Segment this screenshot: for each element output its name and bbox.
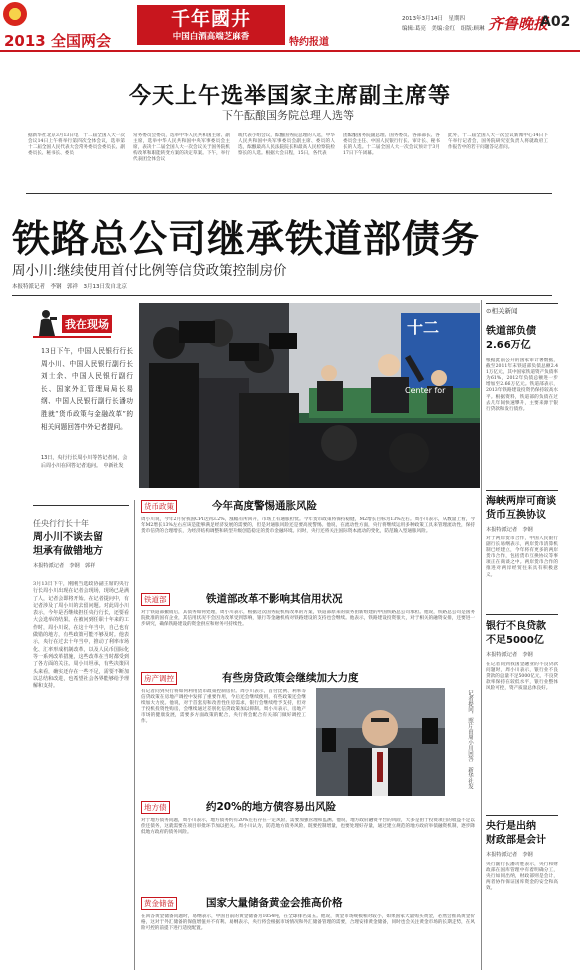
left-title-line1: 周小川不谈去留	[33, 532, 103, 543]
sidebar2-title-line1: 海峡两岸可商谈	[486, 496, 556, 507]
sidebar1-text: 根据此前公开的国家审计署数据，截至2011年末铁道部负债总额2.41万亿元，其中国家铁道资产负债率为61%，2012年负债总额进一步增加至2.66万亿元。铁道部表示，2013年铁路建设投资仍保持较高水平。根据资料，铁道部的负债在过去几年间快速攀升，主要来源于银行贷款和发行债券。	[486, 358, 558, 412]
story1-subheadline: 下午酝酿国务院总理人选等	[222, 109, 354, 122]
section-tag: 铁道部	[141, 593, 170, 606]
sidebar1-title-line2: 2.66万亿	[486, 340, 531, 351]
section-tag: 黄金储备	[141, 897, 177, 910]
photo-caption: 13日，央行行长周小川等答记者问，会后周小川在回答记者追问。 中新社发	[41, 455, 128, 469]
sidebar2-title-line2: 货币互换协议	[486, 510, 546, 521]
section-title: 铁道部改革不影响其信用状况	[206, 593, 343, 605]
section-text: 有记者问到央行将如何利用货币政策控制房价。周小川表示，首付比例、利率等信贷政策在房地产调控中发挥了重要作用，今后还会继续使用，有些政策还会继续加大力度。他说，对于首套房和改善性住房需求，银行会继续给予支持，但对于投机投资性购房，会继续通过差别化信贷政策加以抑制。周小川表示，房地产市场的健康发展，需要多方面政策的配合，央行将会配合有关部门做好调控工作。	[141, 689, 306, 725]
divider	[12, 295, 552, 296]
column-divider	[134, 500, 135, 970]
section-title: 国家大量储备黄金会推高价格	[206, 897, 343, 909]
page-number: A02	[540, 14, 571, 30]
divider	[486, 490, 558, 491]
dateline: 2013年3月14日 星期四	[402, 16, 465, 22]
section-text: 对于铁道部撤销后，其债务如何处理，周小川表示，根据这次国务院机构改革的方案，铁道部原来的债务由新组建的中国铁路总公司承担。他说，铁路总公司是国务院批准的国有企业，其信用状况不会因为改革受到影响，银行等金融机构对铁路建设的支持也会继续。他表示，铁路建设投资很大，对于相关的融资安排，还要进一步研究，确保铁路建设的资金供应和财务可持续性。	[141, 610, 475, 628]
story2-lead: 13日下午，中国人民银行行长周小川、中国人民银行副行长刘士余、中国人民银行副行长、国家外汇管理局局长易纲、中国人民银行副行长潘功胜就“货币政策与金融改革”的相关问题回答中外记者提问。	[41, 347, 133, 431]
sidebar4-title-line2: 财政部是会计	[486, 835, 546, 846]
left-banner: 任央行行长十年	[33, 519, 89, 528]
sidebar4-title-line1: 央行是出纳	[486, 821, 536, 832]
section-tag: 地方债	[141, 801, 170, 814]
section-tag: 货币政策	[141, 500, 177, 513]
section-text: 在回答黄金储备问题时，易纲表示，中国目前的黄金储备为1054吨，在全球排名第五。他说，黄金市场规模相对较小，如果国家大量购买黄金，必然会推高黄金价格，这对于外汇储备的保值增值并不有利。易纲表示，央行将会根据市场情况和外汇储备管理的需要，合理安排黄金储备，同时也会关注黄金市场的长期走势，在风险可控的前提下进行适度配置。	[141, 914, 475, 932]
divider	[33, 505, 129, 506]
divider	[486, 815, 558, 816]
sidebar3-title-line2: 不足5000亿	[486, 635, 544, 646]
story1-col1: 据新华社北京3月13日电 十二届全国人大一次会议14日上午将举行第四次全体会议，选举第十二届全国人民代表大会常务委员会委员长、副委员长、秘书长、委员	[28, 133, 125, 157]
story2-subheadline: 周小川:继续使用首付比例等信贷政策控制房价	[12, 263, 287, 279]
special-report-label: 特约报道	[289, 37, 329, 48]
story1-col4: 团酝酿国务院副总理、国务委员、各部部长、各委员会主任、中国人民银行行长、审计长、秘书长的人选。十二届全国人大一次会议预计于3月17日下午闭幕。	[343, 133, 440, 157]
section-title: 约20%的地方债容易出风险	[206, 801, 337, 813]
related-news-label: ⊙相关新闻	[486, 307, 518, 315]
story1-col2: 常务委员会委员，选举中华人民共和国主席、副主席，选举中华人民共和国中央军事委员会主席，表决十二届全国人大一次会议关于国务院机构改革和职能转变方案的决定草案。下午，举行代表团全体会议	[133, 133, 230, 163]
editors-line: 编辑:葛亮 美编:金红 组版:顾琳	[402, 26, 485, 32]
story2-byline: 本报特派记者 李钢 郭祥 3月13日发自北京	[12, 284, 127, 290]
left-byline: 本报特派记者 李钢 郭祥	[33, 563, 96, 569]
sidebar4-text: 央行副行长潘功胜表示，央行和财政部在国库管理中有着明确分工，央行如同出纳，财政部则是会计，两者协作保证国库资金的安全和高效。	[486, 862, 558, 892]
section-tag: 房产调控	[141, 672, 177, 685]
sidebar3-text: 在记者问到我国金融业的不良贷款问题时，周小川表示，银行业不良贷款的总量不足5000亿元，不良贷款率保持在较低水平，银行业整体风险可控，资产质量总体良好。	[486, 662, 558, 692]
section-title: 有些房贷政策会继续加大力度	[222, 672, 359, 684]
photo-banner-text: 十二	[407, 318, 440, 337]
section-text: 对于地方债务问题，周小川表示，地方债务约有20%左右存在一定风险，需要加强管理和监测。他说，地方政府融资平台的风险，大多是由于投资项目的收益不足以偿还债务，这就需要在项目审批环节加以把关。周小川认为，防范地方债务风险，既要控制增量，也要处理好存量，通过建立规范的地方政府举债融资机制，逐步降低地方政府的债务风险。	[141, 818, 475, 836]
section-text: 周小川说，今年2月份我国CPI达到3.2%，涨幅有所回升，市场上有通胀担忧。今年货币政策将保持稳健，M2增长目标为13%左右。周小川表示，从数量上看，今年M2增长13%左右应该是能够满足经济发展的需要的，但是对通胀风险还是要高度警惕。他说，在流动性方面，央行将继续运用多种政策工具来管理流动性，保持货币信贷的合理增长，为经济结构调整和转型升级创造稳定的货币金融环境。同时，央行还将关注国际资本流动的变化，防范输入型通胀风险。	[141, 517, 475, 535]
story2-headline: 铁路总公司继承铁道部债务	[12, 217, 481, 261]
section-title: 今年高度警惕通胀风险	[212, 500, 317, 512]
sidebar2-byline: 本报特派记者 李钢	[486, 527, 533, 533]
sidebar3-title-line1: 银行不良贷款	[486, 621, 546, 632]
section-label: 2013 全国两会	[4, 32, 111, 50]
sidebar2-text: 对于两岸货币合作，中国人民银行副行长易纲表示，两岸货币清算机制已经建立，今年将有更多的两岸货币合作，包括货币互换协议等事项正在商谈之中。两岸货币合作的推进对两岸经贸往来具有积极意义。	[486, 536, 558, 578]
reporter-silhouette-icon	[36, 308, 58, 336]
ad-subtitle: 中国白酒高端芝麻香	[172, 32, 250, 42]
divider	[486, 303, 558, 304]
ad-title: 千年國井	[170, 8, 251, 30]
sidebar3-byline: 本报特派记者 李钢	[486, 652, 533, 658]
divider	[486, 614, 558, 615]
sidebar1-title-line1: 铁道部负债	[486, 326, 536, 337]
sidebar4-byline: 本报特派记者 李钢	[486, 852, 533, 858]
emblem-icon	[3, 2, 27, 26]
left-title-line2: 坦承有做错地方	[33, 546, 103, 557]
photo-banner-text-2: Center for	[405, 386, 446, 395]
story1-col3: 或代表小组会议，酝酿国务院总理的人选，中华人民共和国中央军事委员会副主席、委员的人选，酝酿最高人民法院院长和最高人民检察院检察长的人选。根据大会日程，15日，各代表	[238, 133, 335, 157]
story1-headline: 今天上午选举国家主席副主席等	[128, 84, 451, 109]
zhou-photo	[316, 688, 445, 796]
onsite-label: 我在现场	[62, 315, 112, 333]
photo-side-caption: 记者提问，照片由周小川回答 新华社发	[467, 690, 473, 789]
left-text: 3月13日下午，刚刚当选政协副主席的央行行长周小川出现在记者会现场，现场已是满了人，记者会即将开始。在记者提问中，有记者涉及了周小川的去留问题。对此周小川表示，今年是否继续担任央行行长，还要看大会选举的结果。在被问到任职十年来的工作时，周小川说，在这十年当中，自己也有做错的地方，有些政策可能不够及时。他表示，央行在过去十年当中，推动了利率市场化、汇率形成机制改革，以及人民币国际化等一系列改革措施，这些改革在当时都受到了各方面的关注。周小川坦承，有些决策回头来看，确实还存在一些不足，需要不断加以总结和改进，也希望社会各界能够给予理解和支持。	[33, 581, 129, 690]
press-conference-photo	[139, 303, 480, 488]
story1-col5: 此外，十二届全国人大一次会议新闻中心14日下午举行记者会，国务院研究室负责人将就政府工作报告中的若干问题答记者问。	[448, 133, 548, 151]
column-divider	[481, 300, 482, 970]
divider	[26, 193, 552, 194]
paper-logo: 齐鲁晚报	[488, 15, 549, 33]
